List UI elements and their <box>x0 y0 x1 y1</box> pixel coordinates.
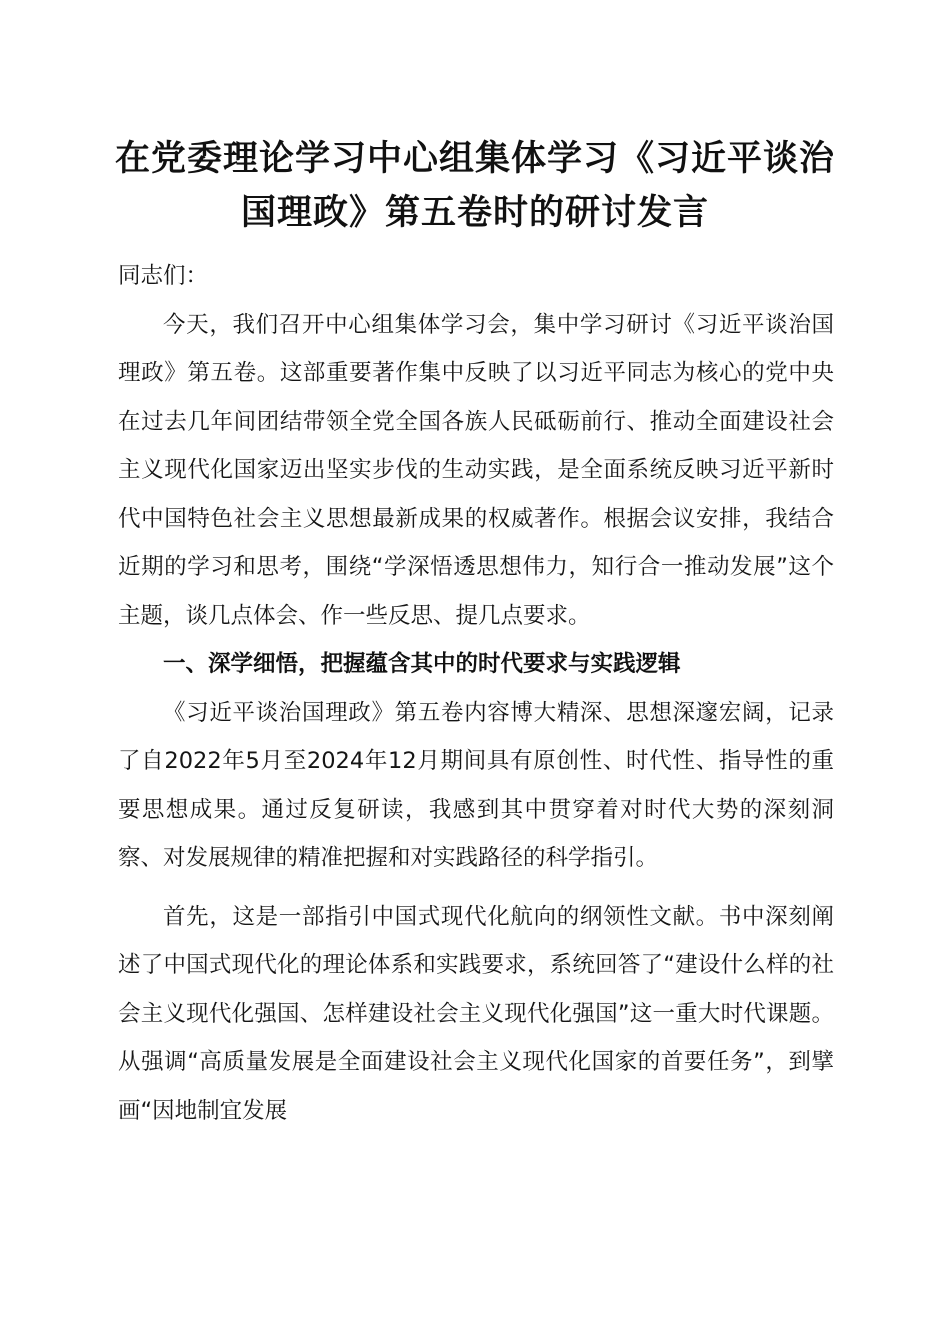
title-line-1: 在党委理论学习中心组集体学习《习近平谈治 <box>114 138 835 179</box>
section-heading-1: 一、深学细悟，把握蕴含其中的时代要求与实践逻辑 <box>163 651 681 677</box>
section-1-paragraph-2: 首先，这是一部指引中国式现代化航向的纲领性文献。书中深刻阐述了中国式现代化的理论体系和实践要求，系统回答了“建设什么样的社会主义现代化强国、怎样建设社会主义现代化强国”这一重大时代课题。从强调“高质量发展是全面建设社会主义现代化国家的首要任务”，到擘画“因地制宜发展 <box>118 903 834 1124</box>
paragraph-gap <box>118 883 834 893</box>
document-title <box>100 132 850 240</box>
title-line-2: 国理政》第五卷时的研讨发言 <box>240 192 709 233</box>
section-1-paragraph-1: 《习近平谈治国理政》第五卷内容博大精深、思想深邃宏阔，记录了自2022年5月至2024年12月期间具有原创性、时代性、指导性的重要思想成果。通过反复研读，我感到其中贯穿着对时代大势的深刻洞察、对发展规律的精准把握和对实践路径的科学指引。 <box>118 699 834 871</box>
document-body <box>118 252 834 1135</box>
salutation: 同志们： <box>118 263 209 289</box>
intro-paragraph: 今天，我们召开中心组集体学习会，集中学习研讨《习近平谈治国理政》第五卷。这部重要著作集中反映了以习近平同志为核心的党中央在过去几年间团结带领全党全国各族人民砥砺前行、推动全面建设社会主义现代化国家迈出坚实步伐的生动实践，是全面系统反映习近平新时代中国特色社会主义思想最新成果的权威著作。根据会议安排，我结合近期的学习和思考，围绕“学深悟透思想伟力，知行合一推动发展”这个主题，谈几点体会、作一些反思、提几点要求。 <box>118 311 834 629</box>
